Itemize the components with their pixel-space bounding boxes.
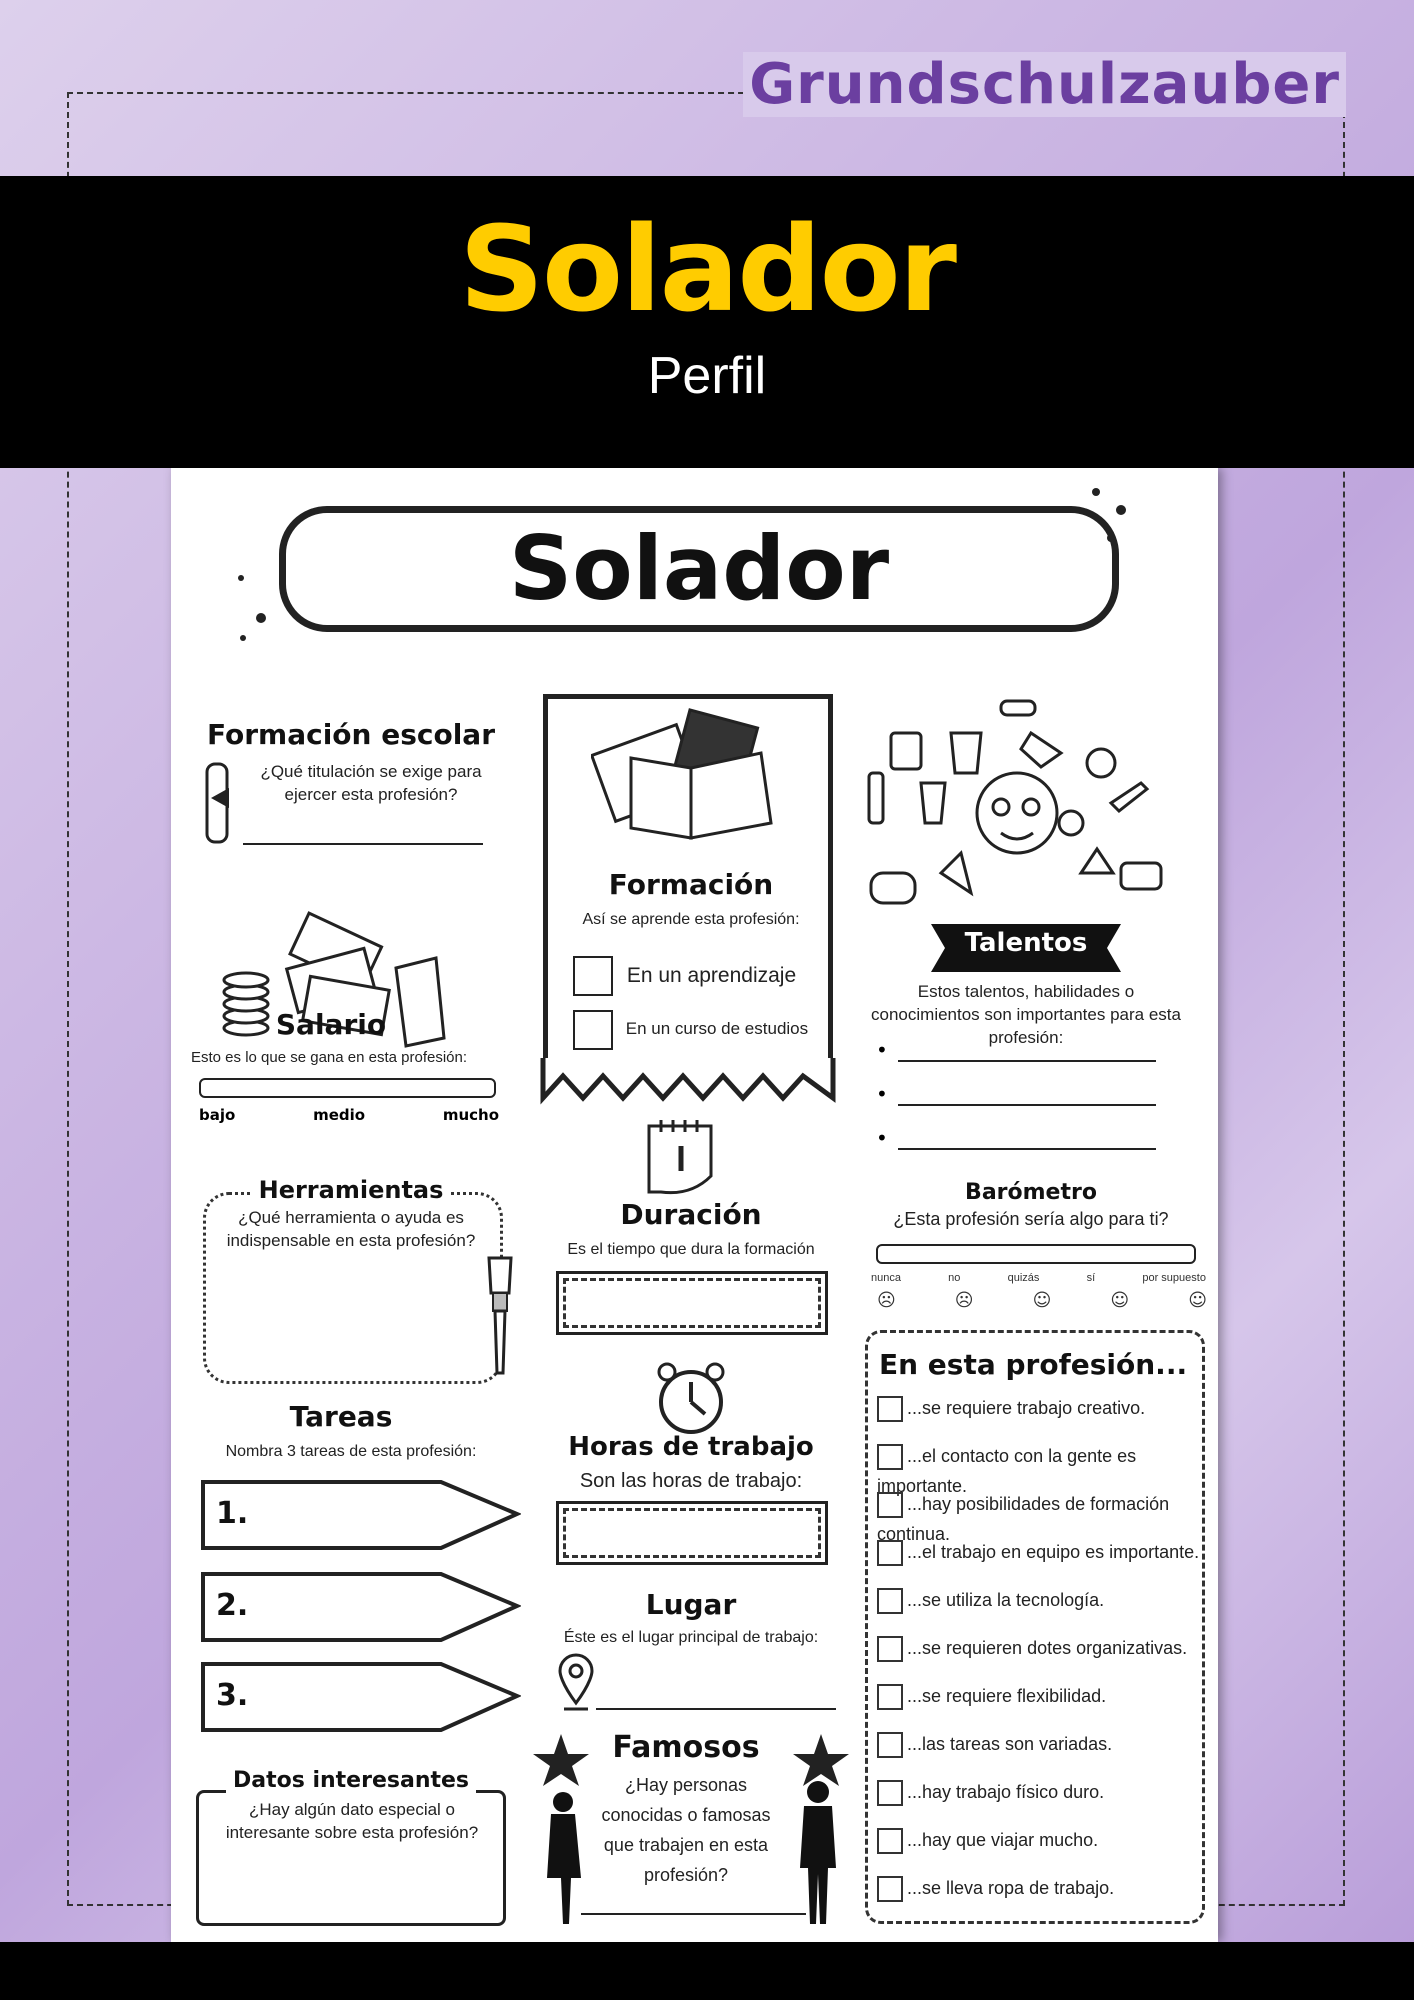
salario-heading: Salario (275, 1008, 387, 1041)
barometro-scale-3: sí (1086, 1272, 1096, 1284)
formacion-option-1-label: En un aprendizaje (626, 963, 797, 987)
formacion-option-2-checkbox[interactable] (573, 1010, 613, 1050)
en-esta-checkbox[interactable] (877, 1588, 903, 1614)
banner-subtitle: Perfil (647, 347, 767, 405)
en-esta-item-5[interactable] (877, 1585, 1207, 1633)
talento-line-2[interactable]: • (876, 1082, 1166, 1126)
brand-logo-text: Grundschulzauber (743, 52, 1346, 117)
formacion-escolar-answer-line[interactable] (243, 843, 483, 845)
paintbrush-icon (481, 1248, 521, 1378)
books-icon (591, 708, 791, 848)
en-esta-item-10[interactable] (877, 1825, 1207, 1873)
tarea-2-label: 2. (216, 1588, 249, 1623)
man-silhouette-icon (796, 1778, 841, 1928)
diploma-icon (201, 758, 241, 848)
barometro-scale-4: por supuesto (1142, 1272, 1206, 1284)
herramientas-heading: Herramientas (251, 1176, 451, 1204)
worksheet (171, 468, 1218, 1942)
tarea-3-label: 3. (216, 1678, 249, 1713)
banner-title: Solador (459, 200, 955, 338)
face-very-sad-icon[interactable]: ☹ (877, 1290, 896, 1311)
salario-scale-low: bajo (199, 1106, 236, 1124)
tareas-heading: Tareas (289, 1400, 393, 1433)
formacion-option-2-label: En un curso de estudios (625, 1019, 809, 1039)
barometro-scale-0: nunca (871, 1272, 901, 1284)
face-neutral-icon[interactable]: ☺ (1032, 1290, 1052, 1311)
barometro-scale-1: no (948, 1272, 961, 1284)
en-esta-item-9[interactable] (877, 1777, 1207, 1825)
formacion-panel-zigzag (538, 1058, 838, 1108)
datos-question: ¿Hay algún dato especial o interesante sobre esta profesión? (225, 1800, 479, 1842)
formacion-option-1-checkbox[interactable] (573, 956, 613, 996)
en-esta-item-label: ...el contacto con la gente es importante. (877, 1446, 1137, 1496)
duracion-question: Es el tiempo que dura la formación (567, 1241, 815, 1258)
formacion-option-1[interactable] (573, 956, 823, 996)
en-esta-item-label: ...se lleva ropa de trabajo. (907, 1878, 1115, 1898)
horas-heading: Horas de trabajo (568, 1432, 814, 1462)
barometro-scale-2: quizás (1007, 1272, 1040, 1284)
alarm-clock-icon (651, 1358, 731, 1440)
en-esta-item-11[interactable] (877, 1873, 1207, 1921)
en-esta-item-2[interactable] (877, 1441, 1207, 1496)
barometro-faces (877, 1290, 1207, 1311)
en-esta-item-7[interactable] (877, 1681, 1207, 1729)
face-very-happy-icon[interactable]: ☺ (1188, 1290, 1207, 1311)
en-esta-checkbox[interactable] (877, 1540, 903, 1566)
en-esta-checkbox[interactable] (877, 1732, 903, 1758)
sheet-title: Solador (508, 517, 890, 620)
en-esta-checkbox[interactable] (877, 1492, 903, 1518)
lugar-question: Éste es el lugar principal de trabajo: (563, 1629, 819, 1646)
title-banner (0, 176, 1414, 468)
en-esta-checkbox[interactable] (877, 1444, 903, 1470)
en-esta-checkbox[interactable] (877, 1636, 903, 1662)
lugar-answer-line[interactable] (596, 1708, 836, 1710)
decor-dots (231, 568, 271, 648)
en-esta-checkbox[interactable] (877, 1396, 903, 1422)
sheet-title-box (279, 506, 1119, 632)
barometro-question: ¿Esta profesión sería algo para ti? (893, 1209, 1169, 1229)
tareas-question: Nombra 3 tareas de esta profesión: (225, 1443, 477, 1460)
en-esta-item-label: ...las tareas son variadas. (907, 1734, 1113, 1754)
salario-scale-mid: medio (313, 1106, 366, 1124)
en-esta-item-label: ...se requiere trabajo creativo. (907, 1398, 1146, 1418)
famosos-question: ¿Hay personas conocidas o famosas que trabajen en esta profesión? (601, 1775, 771, 1885)
tarea-1-arrow[interactable] (201, 1478, 521, 1553)
datos-heading: Datos interesantes (226, 1768, 476, 1793)
talentos-question: Estos talentos, habilidades o conocimientos son importantes para esta profesión: (871, 982, 1181, 1047)
en-esta-item-1[interactable] (877, 1393, 1207, 1441)
famosos-answer-line[interactable] (581, 1913, 806, 1915)
duracion-heading: Duración (620, 1198, 762, 1231)
en-esta-item-label: ...hay que viajar mucho. (907, 1830, 1099, 1850)
barometro-scale-labels (871, 1272, 1206, 1284)
lugar-heading: Lugar (645, 1588, 737, 1621)
formacion-question: Así se aprende esta profesión: (582, 911, 800, 928)
en-esta-checkbox[interactable] (877, 1876, 903, 1902)
en-esta-item-label: ...se requieren dotes organizativas. (907, 1638, 1188, 1658)
en-esta-item-8[interactable] (877, 1729, 1207, 1777)
woman-silhouette-icon (541, 1788, 586, 1928)
face-sad-icon[interactable]: ☹ (954, 1290, 974, 1311)
bottom-bar (0, 1942, 1414, 2000)
formacion-option-2[interactable] (573, 1010, 828, 1050)
face-happy-icon[interactable]: ☺ (1110, 1290, 1130, 1311)
horas-answer-box[interactable] (563, 1508, 821, 1558)
en-esta-item-label: ...se utiliza la tecnología. (907, 1590, 1105, 1610)
location-pin-icon (556, 1653, 596, 1713)
famosos-heading: Famosos (612, 1730, 760, 1765)
en-esta-item-4[interactable] (877, 1537, 1207, 1585)
barometro-heading: Barómetro (965, 1180, 1097, 1205)
herramientas-question: ¿Qué herramienta o ayuda es indispensable en esta profesión? (226, 1208, 476, 1250)
en-esta-heading: En esta profesión... (879, 1348, 1188, 1381)
en-esta-item-6[interactable] (877, 1633, 1207, 1681)
horas-question: Son las horas de trabajo: (579, 1470, 803, 1492)
talento-line-1[interactable]: • (876, 1038, 1166, 1082)
formacion-escolar-question: ¿Qué titulación se exige para ejercer esta profesión? (260, 762, 482, 804)
en-esta-checkbox[interactable] (877, 1684, 903, 1710)
en-esta-item-label: ...se requiere flexibilidad. (907, 1686, 1107, 1706)
talents-doodles-icon (851, 693, 1181, 923)
formacion-escolar-heading: Formación escolar (206, 718, 495, 751)
calendar-icon (641, 1116, 721, 1198)
en-esta-item-label: ...hay posibilidades de formación continua. (877, 1494, 1170, 1544)
en-esta-checklist (877, 1393, 1207, 1921)
salario-question: Esto es lo que se gana en esta profesión: (191, 1049, 468, 1066)
talentos-bullet-list (876, 1038, 1166, 1170)
duracion-answer-box[interactable] (563, 1278, 821, 1328)
en-esta-item-label: ...el trabajo en equipo es importante. (907, 1542, 1200, 1562)
en-esta-checkbox[interactable] (877, 1780, 903, 1806)
talentos-heading: Talentos (964, 928, 1088, 958)
en-esta-checkbox[interactable] (877, 1828, 903, 1854)
tarea-2-arrow[interactable] (201, 1570, 521, 1645)
salario-scale-bar[interactable] (199, 1078, 496, 1098)
barometro-scale-bar[interactable] (876, 1244, 1196, 1264)
salario-scale-high: mucho (442, 1106, 499, 1124)
en-esta-item-label: ...hay trabajo físico duro. (907, 1782, 1105, 1802)
talento-line-3[interactable]: • (876, 1126, 1166, 1170)
en-esta-item-3[interactable] (877, 1489, 1207, 1544)
salario-scale-labels (199, 1106, 499, 1124)
formacion-heading: Formación (608, 868, 774, 901)
tarea-3-arrow[interactable] (201, 1660, 521, 1735)
tarea-1-label: 1. (216, 1496, 249, 1531)
